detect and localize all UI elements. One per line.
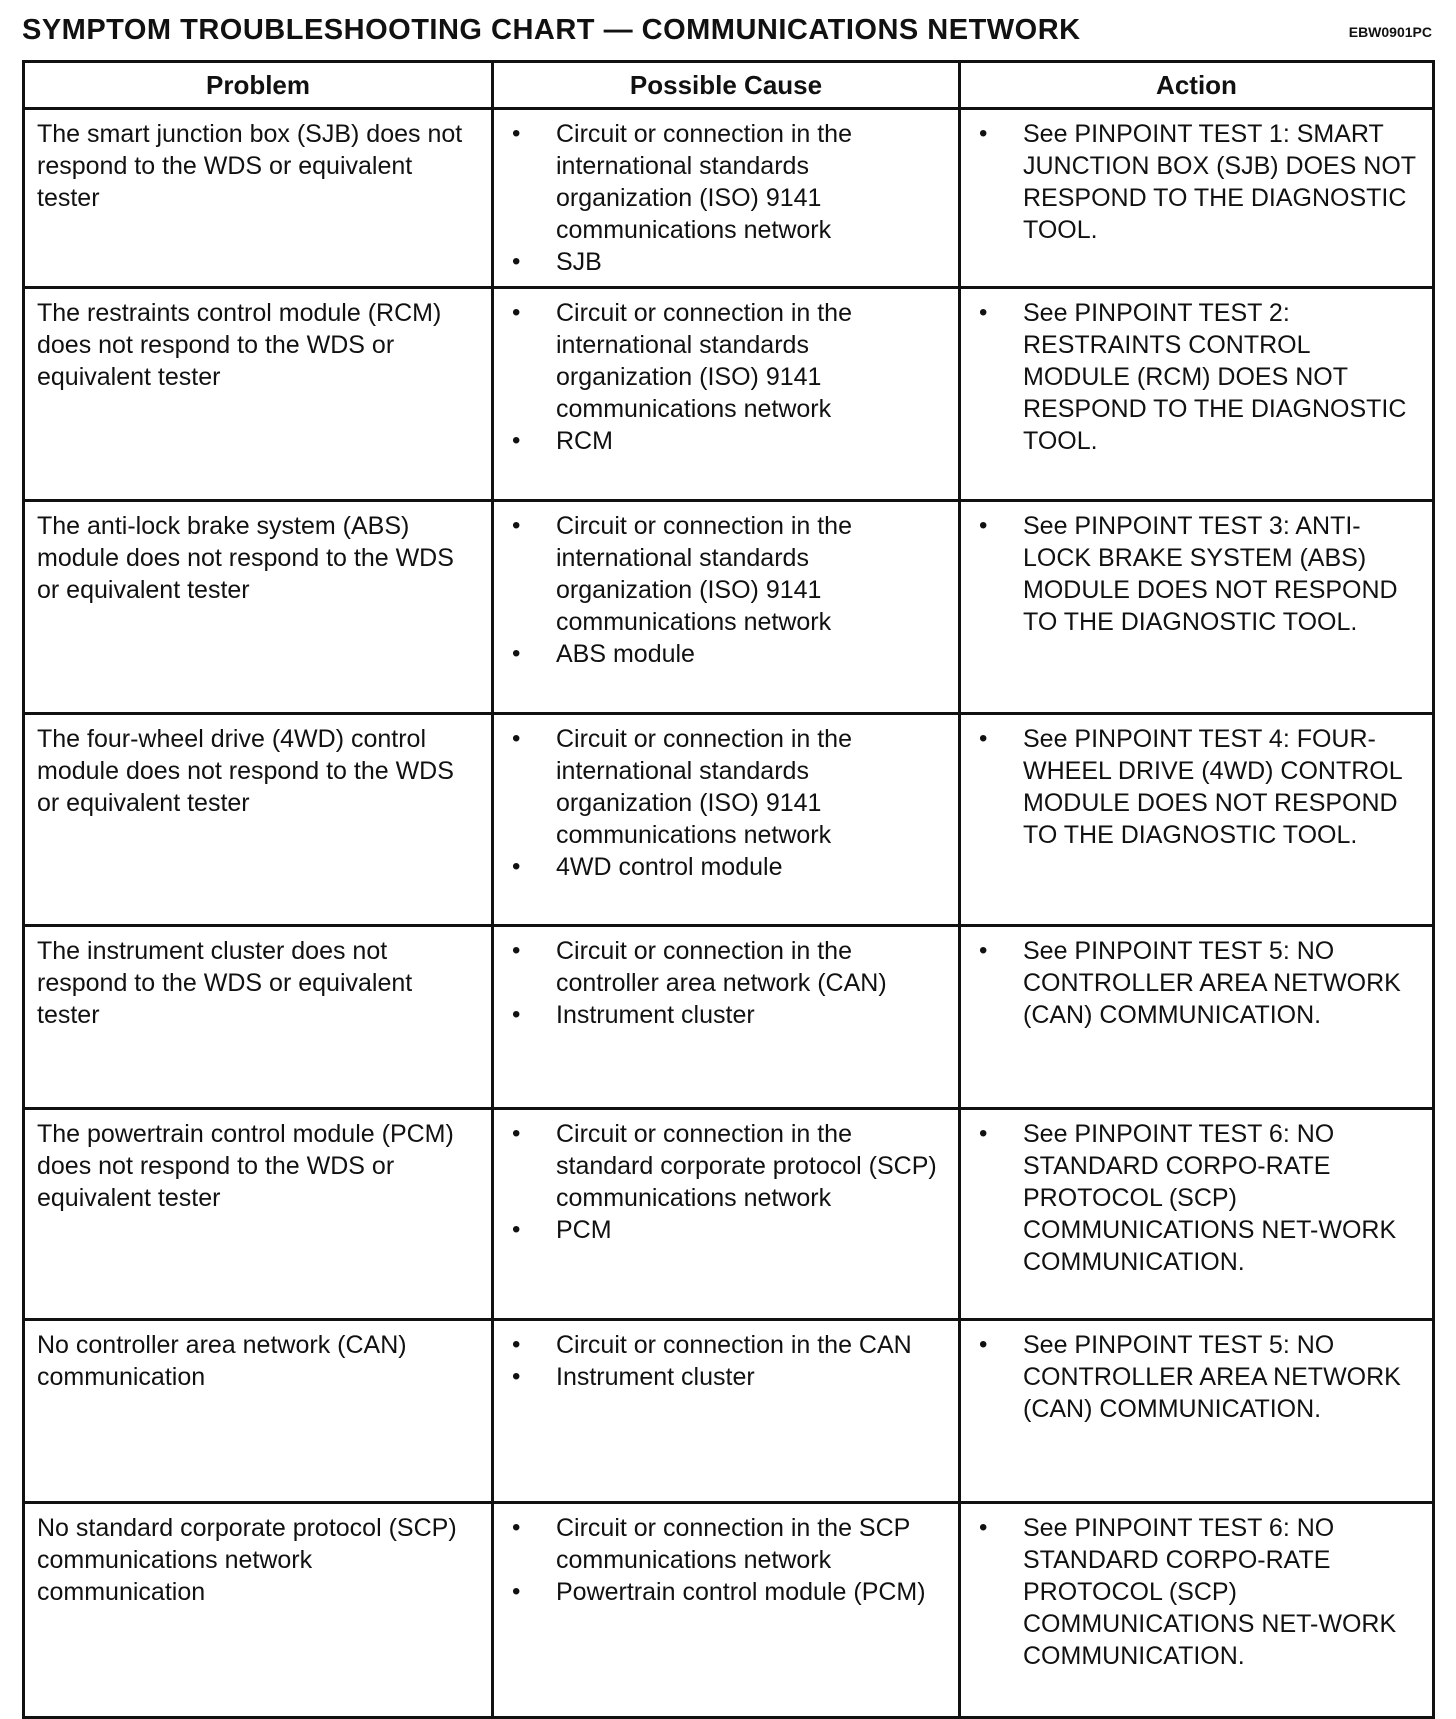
action-cell <box>960 926 1434 1109</box>
cause-list <box>506 1118 948 1246</box>
table-row <box>24 1109 1434 1320</box>
cause-item: • Circuit or connection in the SCP communications network <box>506 1512 948 1576</box>
action-item: • See PINPOINT TEST 5: NO CONTROLLER AREA NETWORK (CAN) COMMUNICATION. <box>973 935 1422 1031</box>
cause-list <box>506 1512 948 1608</box>
problem-cell: The smart junction box (SJB) does not respond to the WDS or equivalent tester <box>24 109 493 288</box>
cause-item: • SJB <box>506 246 948 278</box>
table-row <box>24 501 1434 714</box>
action-item: • See PINPOINT TEST 3: ANTI-LOCK BRAKE SYSTEM (ABS) MODULE DOES NOT RESPOND TO THE DIAGNOSTIC TOOL. <box>973 510 1422 638</box>
table-row <box>24 1503 1434 1718</box>
cause-list <box>506 1329 948 1393</box>
table-row <box>24 714 1434 926</box>
action-cell <box>960 1503 1434 1718</box>
cause-item: • Circuit or connection in the standard corporate protocol (SCP) communications network <box>506 1118 948 1214</box>
cause-list <box>506 935 948 1031</box>
cause-item: • Circuit or connection in the international standards organization (ISO) 9141 communications network <box>506 297 948 425</box>
cause-cell <box>493 1109 960 1320</box>
problem-cell: The anti-lock brake system (ABS) module does not respond to the WDS or equivalent tester <box>24 501 493 714</box>
cause-item: • 4WD control module <box>506 851 948 883</box>
cause-cell <box>493 109 960 288</box>
action-cell <box>960 1109 1434 1320</box>
figure-code: EBW0901PC <box>1348 24 1432 40</box>
action-item: • See PINPOINT TEST 1: SMART JUNCTION BOX (SJB) DOES NOT RESPOND TO THE DIAGNOSTIC TOOL. <box>973 118 1422 246</box>
cause-list <box>506 510 948 670</box>
action-list <box>973 1329 1422 1425</box>
column-header-action: Action <box>960 62 1434 109</box>
problem-cell: The four-wheel drive (4WD) control module does not respond to the WDS or equivalent tester <box>24 714 493 926</box>
cause-cell <box>493 501 960 714</box>
table-row <box>24 288 1434 501</box>
cause-item: • Circuit or connection in the CAN <box>506 1329 948 1361</box>
table-row <box>24 109 1434 288</box>
problem-cell: The powertrain control module (PCM) does not respond to the WDS or equivalent tester <box>24 1109 493 1320</box>
table-header-row <box>24 62 1434 109</box>
column-header-problem: Problem <box>24 62 493 109</box>
page-header <box>22 14 1432 56</box>
action-list <box>973 510 1422 638</box>
action-cell <box>960 109 1434 288</box>
cause-item: • RCM <box>506 425 948 457</box>
cause-cell <box>493 288 960 501</box>
action-list <box>973 297 1422 457</box>
table-row <box>24 926 1434 1109</box>
cause-cell <box>493 926 960 1109</box>
action-item: • See PINPOINT TEST 4: FOUR-WHEEL DRIVE (4WD) CONTROL MODULE DOES NOT RESPOND TO THE DIAGNOSTIC TOOL. <box>973 723 1422 851</box>
column-header-cause: Possible Cause <box>493 62 960 109</box>
action-cell <box>960 501 1434 714</box>
action-cell <box>960 714 1434 926</box>
cause-item: • Circuit or connection in the international standards organization (ISO) 9141 communications network <box>506 510 948 638</box>
cause-item: • Powertrain control module (PCM) <box>506 1576 948 1608</box>
cause-item: • Circuit or connection in the international standards organization (ISO) 9141 communications network <box>506 723 948 851</box>
cause-item: • Instrument cluster <box>506 999 948 1031</box>
cause-cell <box>493 1503 960 1718</box>
action-cell <box>960 288 1434 501</box>
problem-cell: The instrument cluster does not respond to the WDS or equivalent tester <box>24 926 493 1109</box>
problem-cell: No controller area network (CAN) communication <box>24 1320 493 1503</box>
action-list <box>973 723 1422 851</box>
action-cell <box>960 1320 1434 1503</box>
action-list <box>973 118 1422 246</box>
problem-cell: The restraints control module (RCM) does not respond to the WDS or equivalent tester <box>24 288 493 501</box>
troubleshooting-table <box>22 60 1435 1719</box>
cause-list <box>506 118 948 278</box>
cause-cell <box>493 1320 960 1503</box>
action-list <box>973 1512 1422 1672</box>
cause-item: • Circuit or connection in the controller area network (CAN) <box>506 935 948 999</box>
cause-item: • ABS module <box>506 638 948 670</box>
action-item: • See PINPOINT TEST 5: NO CONTROLLER AREA NETWORK (CAN) COMMUNICATION. <box>973 1329 1422 1425</box>
cause-cell <box>493 714 960 926</box>
cause-list <box>506 297 948 457</box>
action-item: • See PINPOINT TEST 6: NO STANDARD CORPO-RATE PROTOCOL (SCP) COMMUNICATIONS NET-WORK COMMUNICATION. <box>973 1512 1422 1672</box>
cause-list <box>506 723 948 883</box>
problem-cell: No standard corporate protocol (SCP) communications network communication <box>24 1503 493 1718</box>
action-item: • See PINPOINT TEST 6: NO STANDARD CORPO-RATE PROTOCOL (SCP) COMMUNICATIONS NET-WORK COMMUNICATION. <box>973 1118 1422 1278</box>
action-list <box>973 1118 1422 1278</box>
page-title: SYMPTOM TROUBLESHOOTING CHART — COMMUNICATIONS NETWORK <box>22 14 1081 46</box>
table-row <box>24 1320 1434 1503</box>
cause-item: • Circuit or connection in the international standards organization (ISO) 9141 communications network <box>506 118 948 246</box>
action-item: • See PINPOINT TEST 2: RESTRAINTS CONTROL MODULE (RCM) DOES NOT RESPOND TO THE DIAGNOSTIC TOOL. <box>973 297 1422 457</box>
cause-item: • Instrument cluster <box>506 1361 948 1393</box>
cause-item: • PCM <box>506 1214 948 1246</box>
action-list <box>973 935 1422 1031</box>
